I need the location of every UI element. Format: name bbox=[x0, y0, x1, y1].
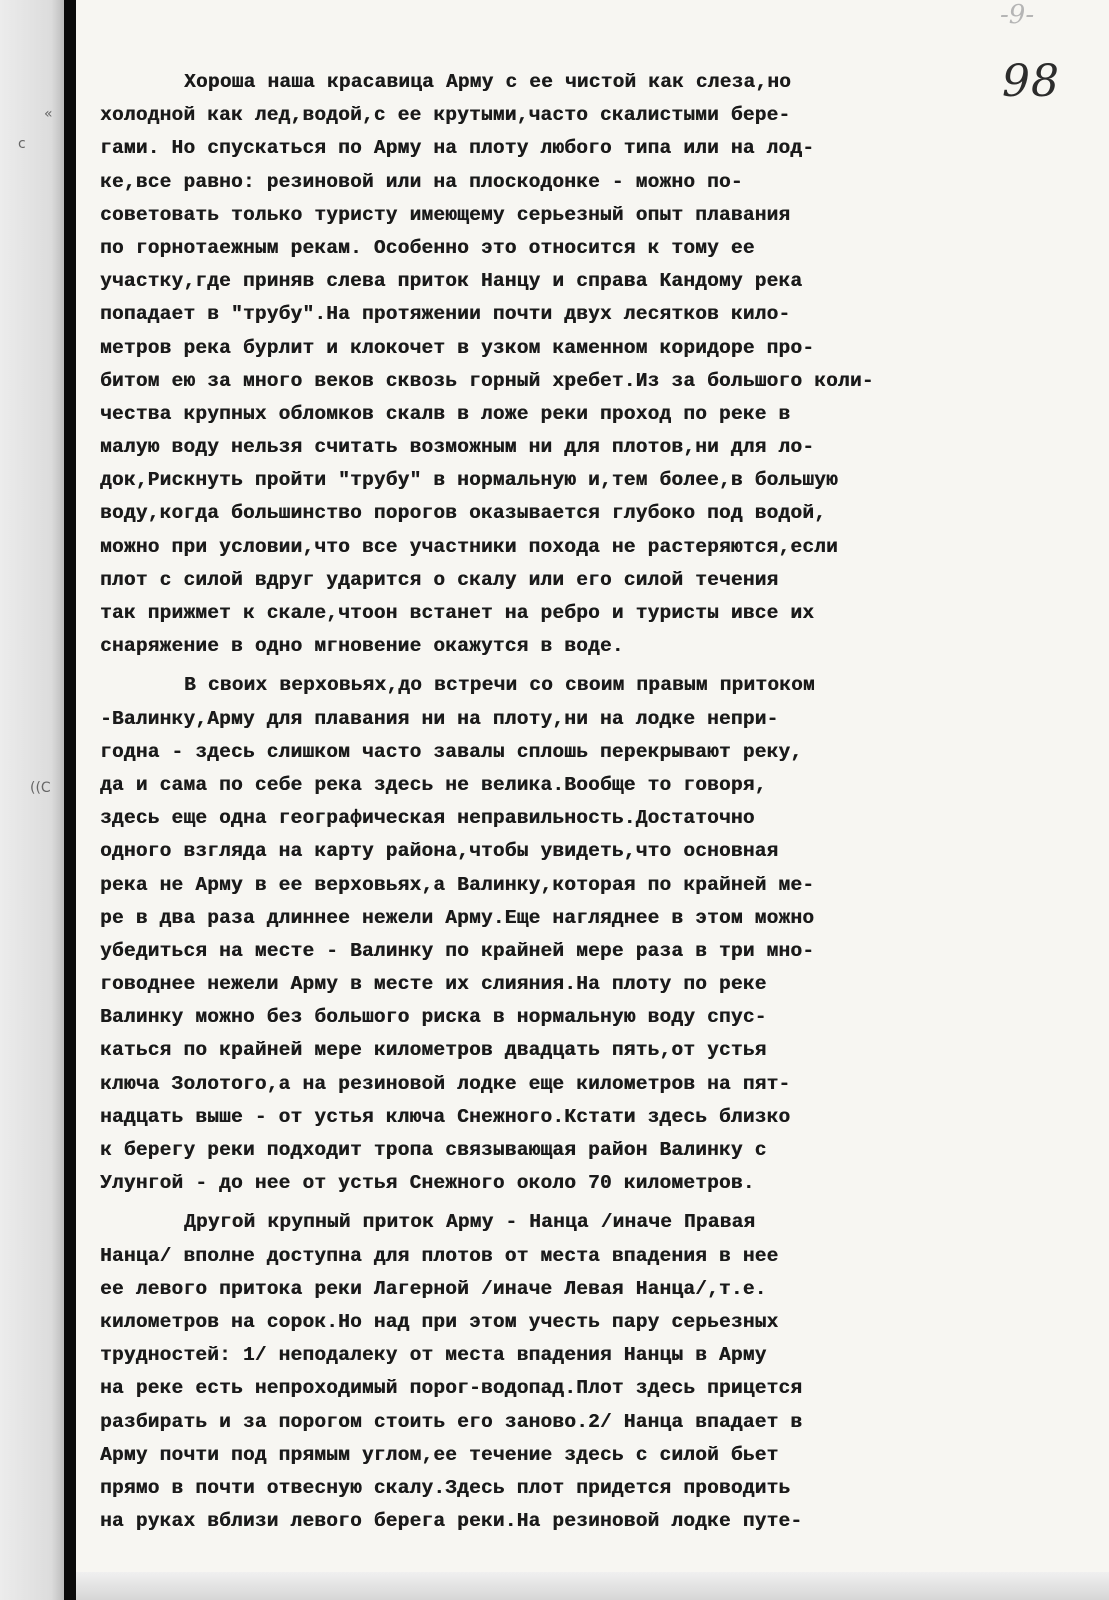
typewritten-text bbox=[100, 66, 980, 1538]
paragraph bbox=[100, 669, 980, 1200]
text-line: битом ею за много веков сквозь горный хребет.Из за большого коли- bbox=[100, 369, 874, 392]
page-bottom-edge bbox=[76, 1572, 1109, 1600]
text-line: воду,когда большинство порогов оказывается глубоко под водой, bbox=[100, 502, 827, 525]
text-line: советовать только туристу имеющему серьезный опыт плавания bbox=[100, 203, 791, 226]
paragraph bbox=[100, 1206, 980, 1538]
text-line: -Валинку,Арму для плавания ни на плоту,ни на лодке непри- bbox=[100, 707, 779, 730]
text-line: В своих верховьях,до встречи со своим правым притоком bbox=[184, 674, 815, 697]
text-line: на реке есть непроходимый порог-водопад.Плот здесь прицется bbox=[100, 1377, 803, 1400]
gutter-mark: ((C bbox=[30, 780, 51, 796]
text-line: Другой крупный приток Арму - Нанца /иначе Правая bbox=[184, 1211, 756, 1234]
text-line: чества крупных обломков скалв в ложе реки проход по реке в bbox=[100, 402, 791, 425]
text-line: река не Арму в ее верховьях,а Валинку,которая по крайней ме- bbox=[100, 873, 815, 896]
text-line: попадает в "трубу".На протяжении почти двух лесятков кило- bbox=[100, 303, 791, 326]
text-line: да и сама по себе река здесь не велика.Вообще то говоря, bbox=[100, 773, 767, 796]
text-line: по горнотаежным рекам. Особенно это относится к тому ее bbox=[100, 236, 755, 259]
text-line: участку,где приняв слева приток Нанцу и справа Кандому река bbox=[100, 270, 803, 293]
text-line: снаряжение в одно мгновение окажутся в воде. bbox=[100, 635, 624, 658]
text-line: плот с силой вдруг ударится о скалу или его силой течения bbox=[100, 568, 779, 591]
text-line: малую воду нельзя считать возможным ни для плотов,ни для ло- bbox=[100, 436, 815, 459]
text-line: холодной как лед,водой,с ее крутыми,часто скалистыми бере- bbox=[100, 104, 791, 127]
text-line: Нанца/ вполне доступна для плотов от места впадения в нее bbox=[100, 1244, 779, 1267]
text-line: к берегу реки подходит тропа связывающая район Валинку с bbox=[100, 1139, 767, 1161]
text-line: Хорошa наша красавица Арму с ее чистой как слеза,но bbox=[184, 71, 791, 93]
corner-mark: -9- bbox=[1000, 0, 1035, 30]
text-line: метров река бурлит и клокочет в узком каменном коридоре про- bbox=[100, 336, 815, 359]
text-line: здесь еще одна географическая неправильность.Достаточно bbox=[100, 807, 755, 830]
text-line: ключа Золотого,а на резиновой лодке еще километров на пят- bbox=[100, 1072, 791, 1095]
text-line: разбирать и за порогом стоить его заново.2/ Нанца впадает в bbox=[100, 1410, 803, 1433]
text-line: говоднее нежели Арму в месте их слияния.На плоту по реке bbox=[100, 973, 767, 996]
text-line: Валинку можно без большого риска в нормальную воду спус- bbox=[100, 1006, 767, 1029]
text-line: ре в два раза длиннее нежели Арму.Еще нагляднее в этом можно bbox=[100, 906, 815, 929]
text-line: годна - здесь слишком часто завалы сплошь перекрывают реку, bbox=[100, 740, 803, 763]
text-line: Арму почти под прямым углом,ее течение здесь с силой бьет bbox=[100, 1443, 779, 1466]
gutter-mark: c bbox=[18, 136, 26, 152]
text-line: прямо в почти отвесную скалу.Здесь плот придется проводить bbox=[100, 1476, 791, 1499]
binding-gutter bbox=[0, 0, 64, 1600]
text-line: так прижмет к скале,чтоон встанет на ребро и туристы ивсе их bbox=[100, 602, 815, 624]
paragraph bbox=[100, 66, 980, 663]
page-number: 98 bbox=[1002, 56, 1060, 107]
text-line: док,Рискнуть пройти "трубу" в нормальную и,тем более,в большую bbox=[100, 469, 838, 492]
binding-edge bbox=[64, 0, 76, 1600]
text-line: можно при условии,что все участники похода не растеряются,если bbox=[100, 535, 838, 558]
text-line: убедиться на месте - Валинку по крайней мере раза в три мно- bbox=[100, 939, 815, 962]
gutter-mark: « bbox=[44, 106, 53, 122]
text-line: на руках вблизи левого берега реки.На резиновой лодке путе- bbox=[100, 1510, 803, 1533]
text-line: Улунгой - до нее от устья Снежного около 70 километров. bbox=[100, 1172, 755, 1195]
text-line: каться по крайней мере километров двадцать пять,от устья bbox=[100, 1039, 767, 1062]
text-line: гами. Но спускаться по Арму на плоту любого типа или на лод- bbox=[100, 137, 815, 160]
text-line: ке,все равно: резиновой или на плоскодонке - можно по- bbox=[100, 170, 743, 193]
text-line: километров на сорок.Но над при этом учесть пару серьезных bbox=[100, 1310, 779, 1333]
text-line: ее левого притока реки Лагерной /иначе Левая Нанца/,т.е. bbox=[100, 1277, 767, 1300]
text-line: трудностей: 1/ неподалеку от места впадения Нанцы в Арму bbox=[100, 1344, 767, 1367]
text-line: надцать выше - от устья ключа Снежного.Кстати здесь близко bbox=[100, 1105, 791, 1128]
text-line: одного взгляда на карту района,чтобы увидеть,что основная bbox=[100, 840, 779, 863]
